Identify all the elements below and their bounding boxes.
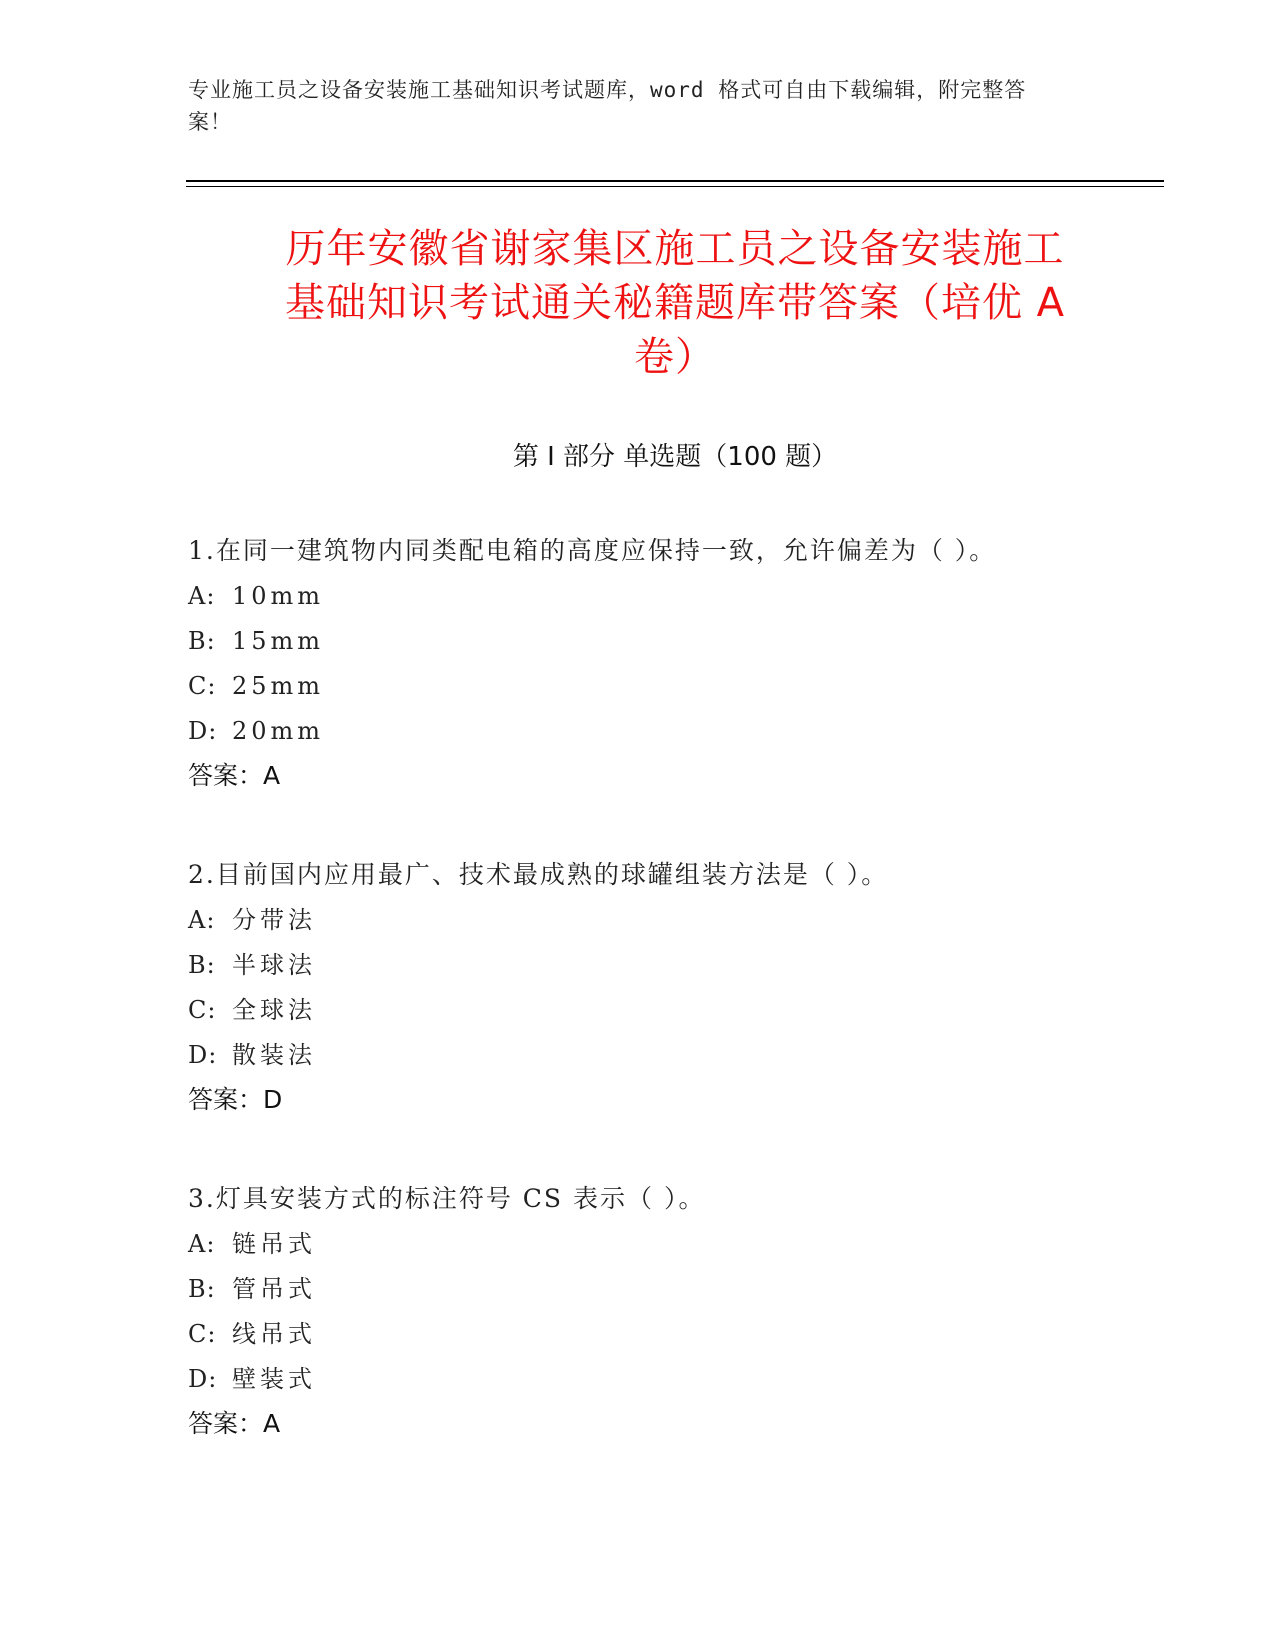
question-stem: 2.目前国内应用最广、技术最成熟的球罐组装方法是（ ）。 [188,860,889,889]
option-text: 半球法 [232,951,316,979]
title-line-2: 基础知识考试通关秘籍题库带答案（培优 A [284,280,1066,326]
title-line-3: 卷） [634,334,716,380]
option-c [188,664,1148,709]
header-divider [186,180,1164,182]
option-c [188,1312,1148,1357]
option-letter: C: [188,672,217,700]
question-1 [188,528,1148,798]
option-letter: B: [188,627,216,655]
option-d [188,1033,1148,1078]
option-letter: D: [188,1041,218,1069]
header-divider-thin [186,186,1164,187]
option-letter: B: [188,1275,216,1303]
section-heading: 第 I 部分 单选题（100 题） [512,442,838,472]
document-title [186,222,1164,384]
option-letter: A: [188,906,216,934]
question-stem: 3.灯具安装方式的标注符号 CS 表示（ ）。 [188,1184,706,1213]
option-text: 25mm [232,672,325,700]
option-letter: A: [188,582,216,610]
option-letter: D: [188,717,218,745]
option-text: 15mm [232,627,325,655]
option-letter: C: [188,1320,217,1348]
option-text: 管吊式 [232,1275,316,1303]
option-letter: D: [188,1365,218,1393]
question-3 [188,1176,1148,1446]
option-d [188,709,1148,754]
option-d [188,1357,1148,1402]
option-text: 分带法 [232,906,316,934]
option-a [188,1222,1148,1267]
option-a [188,898,1148,943]
title-line-1: 历年安徽省谢家集区施工员之设备安装施工 [285,226,1065,272]
question-stem: 1.在同一建筑物内同类配电箱的高度应保持一致，允许偏差为（ ）。 [188,536,997,565]
option-text: 20mm [232,717,325,745]
option-text: 全球法 [232,996,316,1024]
option-letter: B: [188,951,216,979]
answer-line: 答案：D [188,1085,283,1114]
option-b [188,1267,1148,1312]
question-list [188,528,1148,1500]
option-text: 壁装式 [232,1365,316,1393]
option-text: 链吊式 [232,1230,316,1258]
option-b [188,619,1148,664]
option-c [188,988,1148,1033]
question-2 [188,852,1148,1122]
option-letter: C: [188,996,217,1024]
option-text: 散装法 [232,1041,316,1069]
option-text: 线吊式 [232,1320,316,1348]
answer-line: 答案：A [188,1409,281,1438]
option-b [188,943,1148,988]
option-letter: A: [188,1230,216,1258]
header-intro: 专业施工员之设备安装施工基础知识考试题库，word 格式可自由下载编辑，附完整答案！ [188,78,1027,134]
answer-line: 答案：A [188,761,281,790]
option-text: 10mm [232,582,325,610]
option-a [188,574,1148,619]
